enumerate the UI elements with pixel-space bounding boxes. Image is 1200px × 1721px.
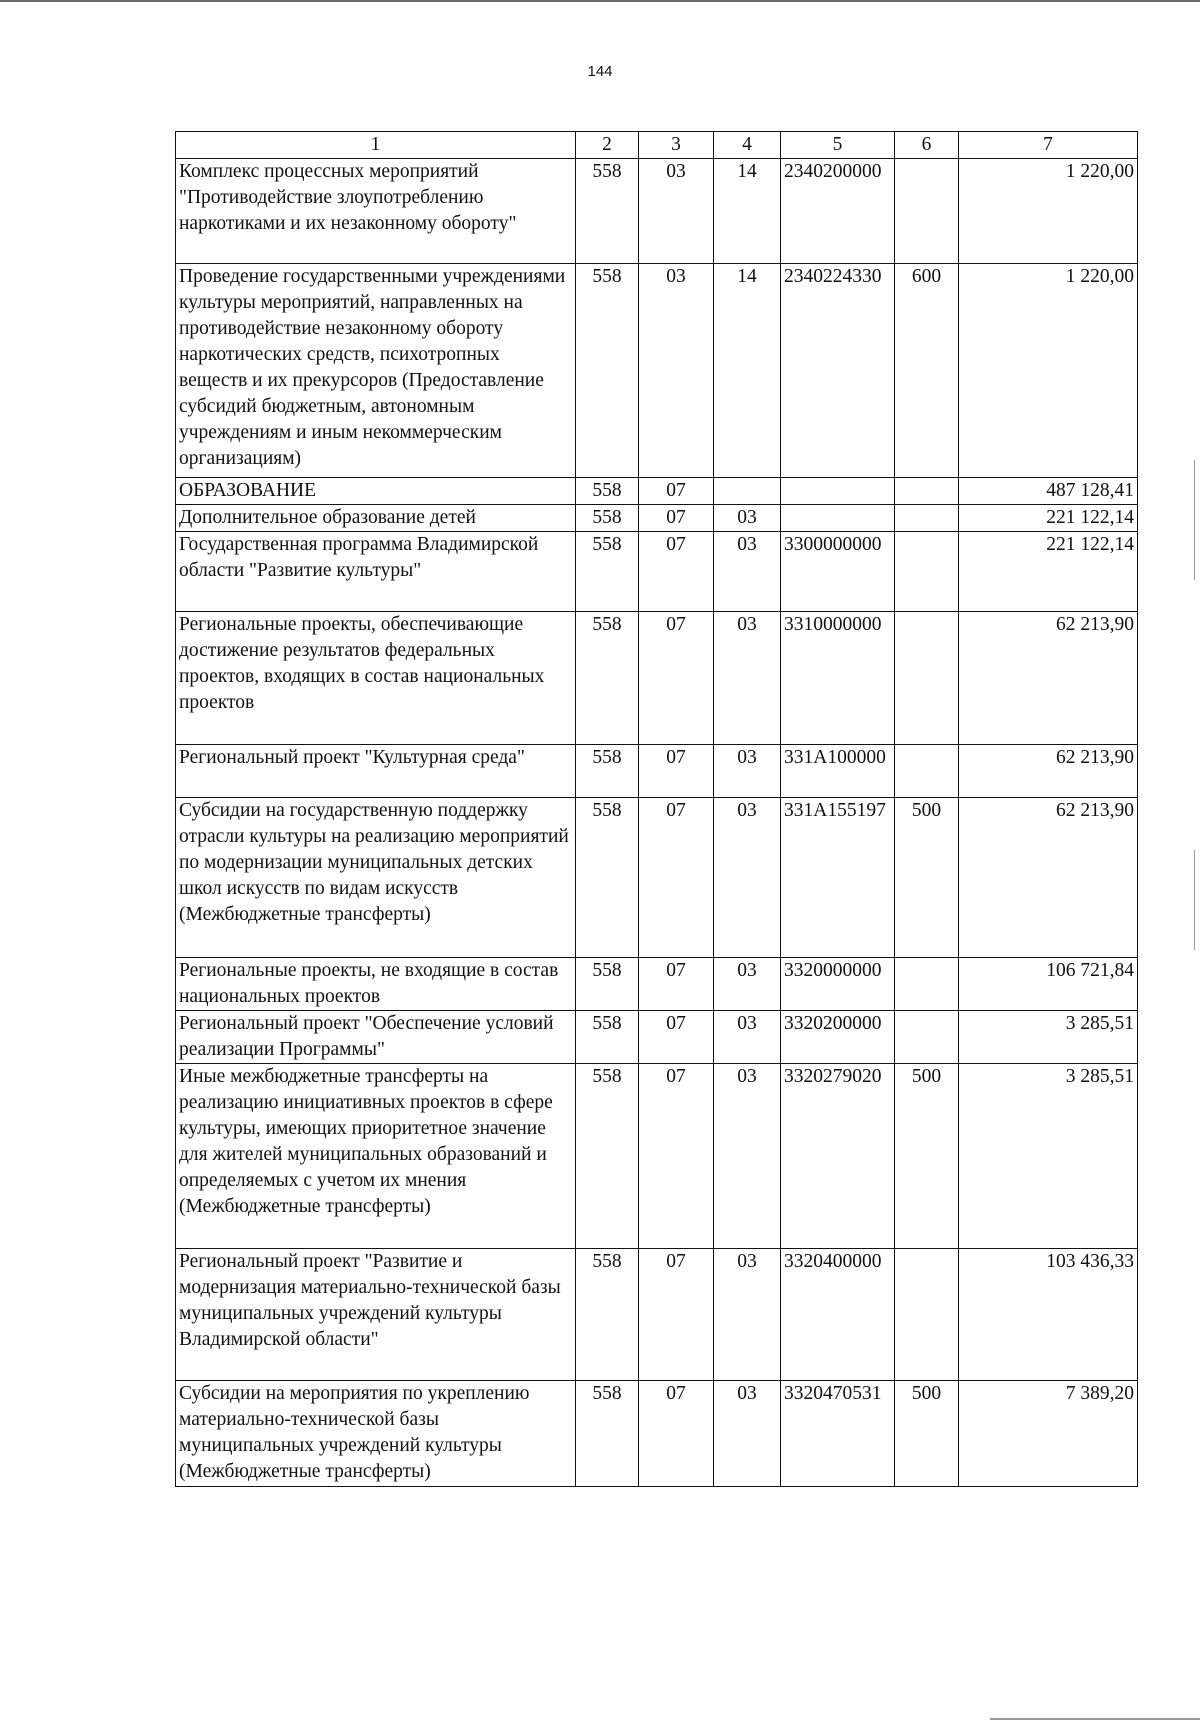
row-csr: 2340224330	[781, 264, 895, 478]
row-gr: 558	[576, 505, 639, 532]
row-pr: 03	[714, 1011, 781, 1064]
row-name: Проведение государственными учреждениями культуры мероприятий, направленных на противодействие незаконному обороту наркотических средств, психотропных веществ и их прекурсоров (Предоставление субсидий бюджетным, автономным учреждениям и иным некоммерческим организациям)	[176, 264, 576, 478]
row-pr	[714, 478, 781, 505]
row-gr: 558	[576, 612, 639, 745]
row-name: Государственная программа Владимирской области "Развитие культуры"	[176, 532, 576, 612]
row-rz: 07	[639, 798, 714, 958]
row-name: Региональные проекты, не входящие в состав национальных проектов	[176, 958, 576, 1011]
row-sum: 3 285,51	[959, 1011, 1138, 1064]
row-pr: 14	[714, 264, 781, 478]
header-cell: 3	[639, 132, 714, 159]
row-vr	[895, 159, 959, 264]
row-csr: 3320279020	[781, 1064, 895, 1249]
row-name: Комплекс процессных мероприятий "Противодействие злоупотреблению наркотиками и их незаконному обороту"	[176, 159, 576, 264]
row-pr: 03	[714, 1064, 781, 1249]
header-row	[176, 132, 1138, 159]
row-rz: 07	[639, 1011, 714, 1064]
row-sum: 221 122,14	[959, 505, 1138, 532]
page-number: 144	[587, 63, 613, 80]
header-cell: 7	[959, 132, 1138, 159]
row-csr: 331А155197	[781, 798, 895, 958]
row-gr: 558	[576, 1381, 639, 1487]
row-vr: 500	[895, 1381, 959, 1487]
row-gr: 558	[576, 745, 639, 798]
row-csr: 3320000000	[781, 958, 895, 1011]
row-sum: 221 122,14	[959, 532, 1138, 612]
row-gr: 558	[576, 1249, 639, 1381]
row-csr: 3320400000	[781, 1249, 895, 1381]
row-rz: 07	[639, 958, 714, 1011]
row-csr: 3320200000	[781, 1011, 895, 1064]
row-pr: 03	[714, 745, 781, 798]
row-sum: 487 128,41	[959, 478, 1138, 505]
table-row	[176, 1249, 1138, 1381]
row-name: Региональный проект "Развитие и модернизация материально-технической базы муниципальных учреждений культуры Владимирской области"	[176, 1249, 576, 1381]
row-pr: 03	[714, 612, 781, 745]
row-gr: 558	[576, 1011, 639, 1064]
header-cell: 2	[576, 132, 639, 159]
row-name: Дополнительное образование детей	[176, 505, 576, 532]
row-csr: 3320470531	[781, 1381, 895, 1487]
row-sum: 1 220,00	[959, 159, 1138, 264]
row-rz: 07	[639, 505, 714, 532]
table-row	[176, 958, 1138, 1011]
row-vr	[895, 612, 959, 745]
row-rz: 07	[639, 1249, 714, 1381]
row-rz: 07	[639, 1064, 714, 1249]
row-gr: 558	[576, 159, 639, 264]
row-csr	[781, 478, 895, 505]
row-sum: 7 389,20	[959, 1381, 1138, 1487]
header-cell: 4	[714, 132, 781, 159]
row-name: Иные межбюджетные трансферты на реализацию инициативных проектов в сфере культуры, имеющих приоритетное значение для жителей муниципальных образований и определяемых с учетом их мнения (Межбюджетные трансферты)	[176, 1064, 576, 1249]
scan-edge-mark	[1194, 460, 1195, 580]
header-cell: 6	[895, 132, 959, 159]
row-vr: 500	[895, 1064, 959, 1249]
row-sum: 106 721,84	[959, 958, 1138, 1011]
row-csr: 3310000000	[781, 612, 895, 745]
row-gr: 558	[576, 532, 639, 612]
row-vr	[895, 532, 959, 612]
row-gr: 558	[576, 478, 639, 505]
row-pr: 03	[714, 505, 781, 532]
row-vr	[895, 505, 959, 532]
row-rz: 07	[639, 745, 714, 798]
row-pr: 14	[714, 159, 781, 264]
row-pr: 03	[714, 532, 781, 612]
row-sum: 62 213,90	[959, 612, 1138, 745]
row-vr	[895, 1011, 959, 1064]
row-name: Региональные проекты, обеспечивающие достижение результатов федеральных проектов, входящих в состав национальных проектов	[176, 612, 576, 745]
row-name: Региональный проект "Обеспечение условий реализации Программы"	[176, 1011, 576, 1064]
row-name: Региональный проект "Культурная среда"	[176, 745, 576, 798]
row-gr: 558	[576, 1064, 639, 1249]
row-rz: 07	[639, 612, 714, 745]
row-pr: 03	[714, 1381, 781, 1487]
row-vr: 500	[895, 798, 959, 958]
row-csr: 331А100000	[781, 745, 895, 798]
table-row	[176, 264, 1138, 478]
row-sum: 103 436,33	[959, 1249, 1138, 1381]
table-row	[176, 159, 1138, 264]
row-name: Субсидии на мероприятия по укреплению материально-технической базы муниципальных учреждений культуры (Межбюджетные трансферты)	[176, 1381, 576, 1487]
row-csr: 2340200000	[781, 159, 895, 264]
row-name: Субсидии на государственную поддержку отрасли культуры на реализацию мероприятий по модернизации муниципальных детских школ искусств по видам искусств (Межбюджетные трансферты)	[176, 798, 576, 958]
table-row	[176, 1381, 1138, 1487]
row-rz: 07	[639, 532, 714, 612]
row-vr	[895, 478, 959, 505]
scan-edge-mark	[990, 1718, 1200, 1720]
table-row	[176, 478, 1138, 505]
row-csr	[781, 505, 895, 532]
table-row	[176, 798, 1138, 958]
row-gr: 558	[576, 798, 639, 958]
row-rz: 03	[639, 264, 714, 478]
row-gr: 558	[576, 958, 639, 1011]
row-gr: 558	[576, 264, 639, 478]
row-rz: 07	[639, 478, 714, 505]
table-row	[176, 505, 1138, 532]
header-cell: 5	[781, 132, 895, 159]
row-sum: 3 285,51	[959, 1064, 1138, 1249]
budget-table	[175, 131, 1138, 1487]
row-vr	[895, 958, 959, 1011]
table-row	[176, 1064, 1138, 1249]
row-vr	[895, 1249, 959, 1381]
row-sum: 62 213,90	[959, 798, 1138, 958]
row-pr: 03	[714, 1249, 781, 1381]
row-csr: 3300000000	[781, 532, 895, 612]
row-pr: 03	[714, 798, 781, 958]
table-row	[176, 745, 1138, 798]
table-row	[176, 1011, 1138, 1064]
row-sum: 62 213,90	[959, 745, 1138, 798]
row-pr: 03	[714, 958, 781, 1011]
scan-edge-mark	[1194, 850, 1195, 950]
row-rz: 03	[639, 159, 714, 264]
row-name: ОБРАЗОВАНИЕ	[176, 478, 576, 505]
row-rz: 07	[639, 1381, 714, 1487]
row-vr: 600	[895, 264, 959, 478]
row-sum: 1 220,00	[959, 264, 1138, 478]
top-rule	[0, 0, 1200, 2]
header-cell: 1	[176, 132, 576, 159]
table-row	[176, 532, 1138, 612]
table-row	[176, 612, 1138, 745]
row-vr	[895, 745, 959, 798]
